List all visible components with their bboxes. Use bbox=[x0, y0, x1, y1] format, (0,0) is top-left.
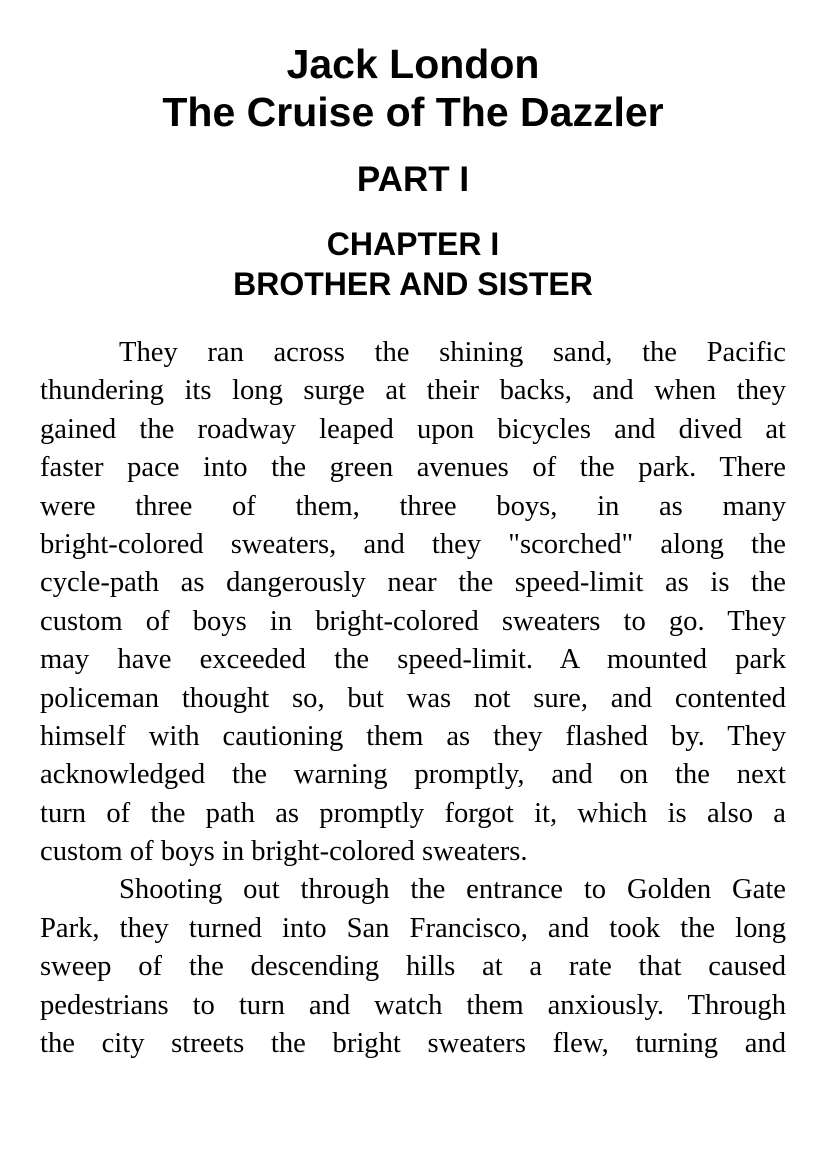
chapter-heading bbox=[40, 224, 786, 304]
text-line: pedestrians to turn and watch them anxiously. Through bbox=[40, 989, 786, 1021]
text-line: bright-colored sweaters, and they "scorched" along the bbox=[40, 528, 786, 560]
text-line: himself with cautioning them as they flashed by. They bbox=[40, 720, 786, 752]
author-name: Jack London bbox=[286, 41, 540, 87]
text-line: faster pace into the green avenues of the park. There bbox=[40, 452, 786, 484]
paragraph bbox=[40, 871, 786, 1063]
text-line: They ran across the shining sand, the Pacific bbox=[119, 337, 786, 368]
text-line: gained the roadway leaped upon bicycles and dived at bbox=[40, 413, 786, 445]
chapter-title: BROTHER AND SISTER bbox=[233, 266, 593, 302]
text-line: thundering its long surge at their backs, and when they bbox=[40, 375, 786, 407]
text-line: the city streets the bright sweaters flew, turning and bbox=[40, 1028, 786, 1060]
text-line: may have exceeded the speed-limit. A mounted park bbox=[40, 644, 786, 676]
chapter-body bbox=[40, 334, 786, 1063]
book-title-block bbox=[40, 40, 786, 136]
chapter-number: CHAPTER I bbox=[326, 226, 500, 262]
part-heading: PART I bbox=[356, 160, 470, 199]
text-line: acknowledged the warning promptly, and on the next bbox=[40, 759, 786, 791]
book-page bbox=[40, 40, 786, 1063]
book-title: The Cruise of The Dazzler bbox=[162, 89, 664, 135]
text-line: Shooting out through the entrance to Golden Gate bbox=[119, 874, 786, 906]
text-line: sweep of the descending hills at a rate that caused bbox=[40, 951, 786, 983]
text-line: custom of boys in bright-colored sweaters to go. They bbox=[40, 605, 786, 637]
text-line: custom of boys in bright-colored sweaters. bbox=[40, 836, 528, 868]
paragraph bbox=[40, 334, 786, 871]
text-line: cycle-path as dangerously near the speed-limit as is the bbox=[40, 567, 786, 599]
text-line: turn of the path as promptly forgot it, which is also a bbox=[40, 797, 786, 829]
text-line: were three of them, three boys, in as many bbox=[40, 490, 786, 522]
text-line: Park, they turned into San Francisco, and took the long bbox=[40, 912, 786, 944]
text-line: policeman thought so, but was not sure, and contented bbox=[40, 682, 786, 714]
